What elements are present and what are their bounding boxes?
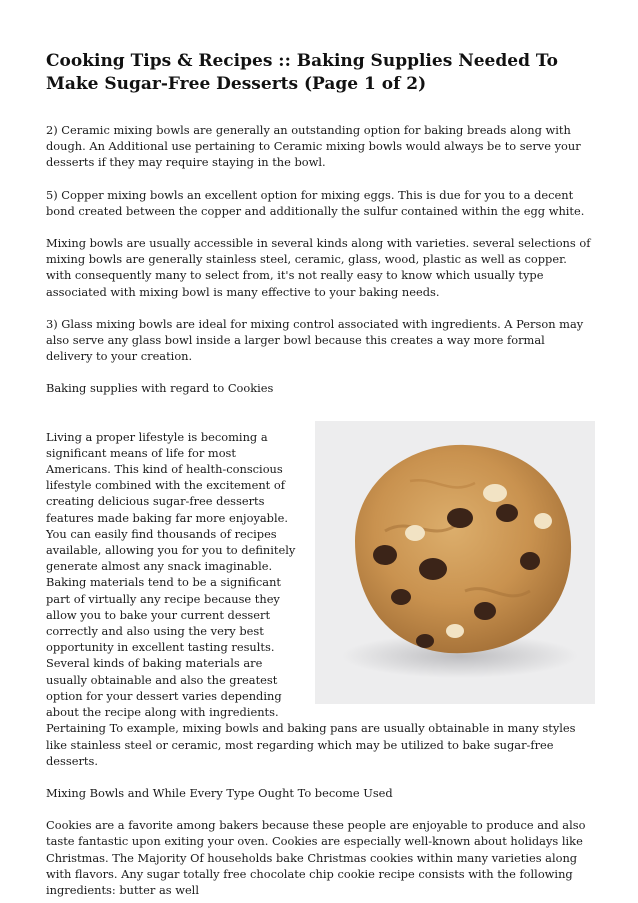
paragraph-copper-bowls: 5) Copper mixing bowls an excellent option for mixing eggs. This is due for you to a decent bond created between the copper and additionally the sulfur contained within the egg white. [46,187,585,218]
paragraph-bowl-varieties: Mixing bowls are usually accessible in several kinds along with varieties. several selections of mixing bowls are generally stainless steel, ceramic, glass, wood, plastic as well as copper. with consequently many to select from, it's not really easy to know which usually type associated with mixing bowl is many effective to your baking needs. [46,236,591,299]
chocolate-chip [416,634,434,648]
chocolate-chip [496,504,518,522]
cookie-photo [315,421,595,704]
chocolate-chip [474,602,496,620]
cookie-section [46,413,592,769]
white-chip [446,624,464,638]
paragraph-cookies: Cookies are a favorite among bakers because these people are enjoyable to produce and also taste fantastic upon exiting your oven. Cookies are especially well-known about holidays like Christmas. The Majority Of households bake Christmas cookies within many varieties along with flavors. Any sugar totally free chocolate chip cookie recipe consists with the following ingredients: butter as well [46,818,586,897]
section-heading-cookies: Baking supplies with regard to Cookies [46,381,274,396]
page-title: Cooking Tips & Recipes :: Baking Supplies Needed To Make Sugar-Free Desserts (Page 1 of 2) [46,51,558,94]
cookie-illustration [315,421,595,704]
white-chip [534,513,552,529]
paragraph-ceramic-bowls: 2) Ceramic mixing bowls are generally an outstanding option for baking breads along with dough. An Additional use pertaining to Ceramic mixing bowls would always be to serve your desserts if they may require staying in the bowl. [46,123,581,170]
chocolate-chip [391,589,411,605]
paragraph-healthy-lifestyle: Living a proper lifestyle is becoming a significant means of life for most Americans. This kind of health-conscious lifestyle combined with the excitement of creating delicious sugar-free desserts features made baking far more enjoyable. You can easily find thousands of recipes available, allowing you for you to definitely generate almost any snack imaginable. Baking materials tend to be a significant part of virtually any recipe because they allow you to bake your current dessert correctly and also using the very best opportunity in excellent tasting results. Several kinds of baking materials are usually obtainable and also the greatest option for your dessert varies depending about the recipe along with ingredients. Pertaining To example, mixing bowls and baking pans are usually obtainable in many styles like stainless steel or ceramic, most regarding which may be utilized to bake sugar-free desserts. [46,429,576,768]
white-chip [405,525,425,541]
chocolate-chip [447,508,473,528]
paragraph-glass-bowls: 3) Glass mixing bowls are ideal for mixing control associated with ingredients. A Person may also serve any glass bowl inside a larger bowl because this creates a way more formal delivery to your creation. [46,316,584,364]
white-chip [483,484,507,502]
section-heading-mixing-bowls: Mixing Bowls and While Every Type Ought To become Used [46,785,393,800]
chocolate-chip [419,558,447,580]
chocolate-chip [520,552,540,570]
chocolate-chip [373,545,397,565]
